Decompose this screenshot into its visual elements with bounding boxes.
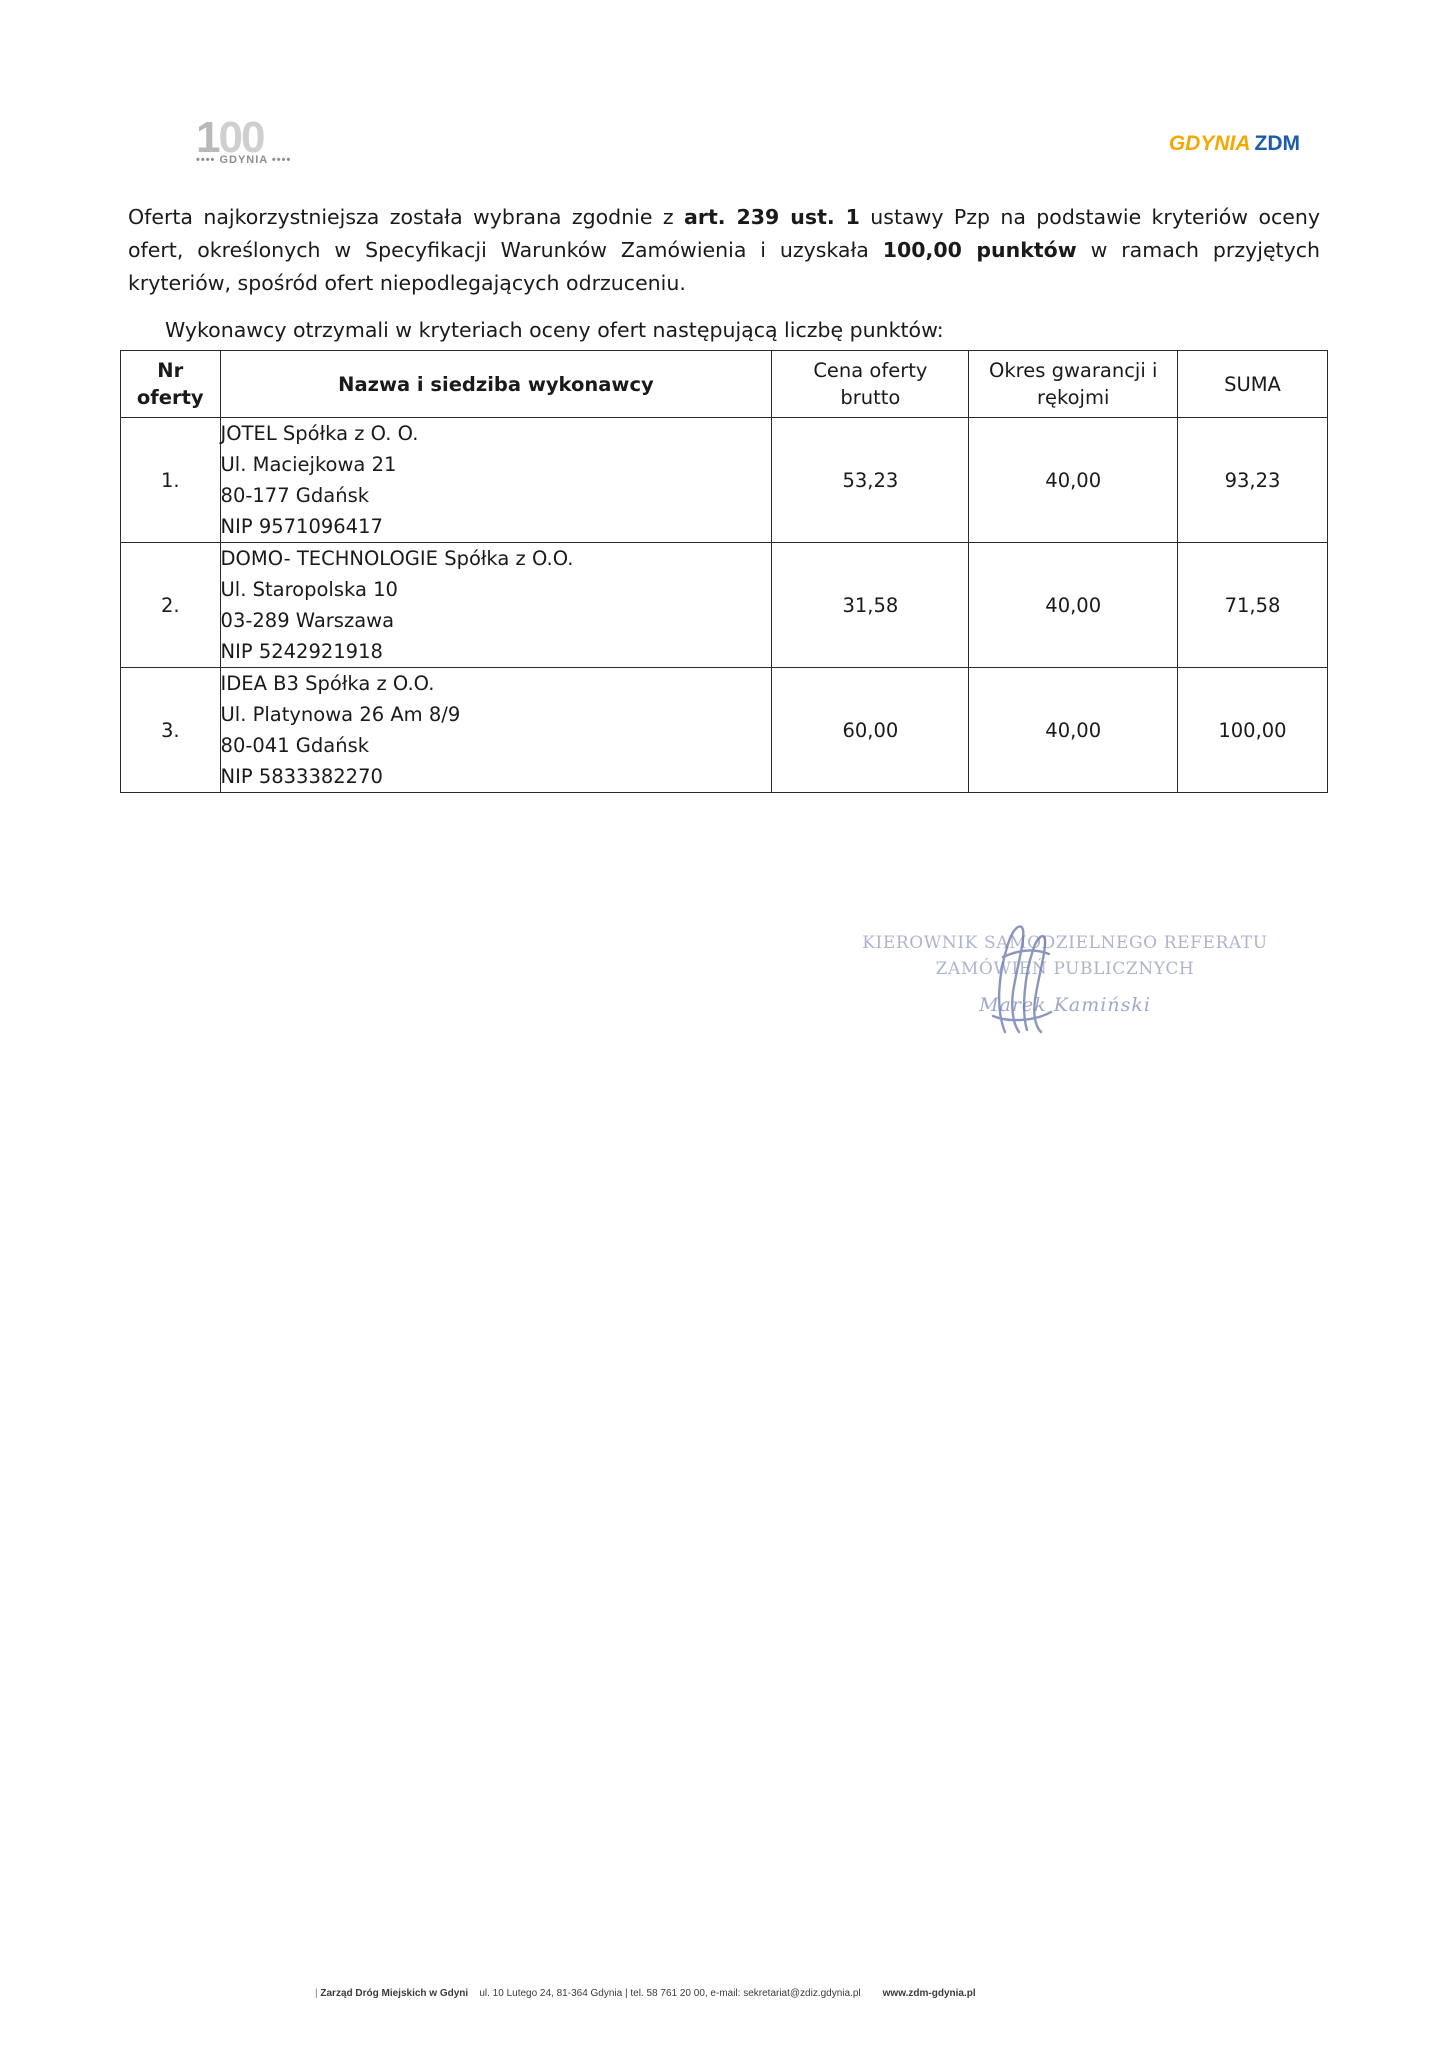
cell-offer-number: 1.: [121, 418, 221, 543]
intro-text-2: ustawy Pzp na podstawie kryteriów oceny ofert, określonych w Specyfikacji Warunków Zamówienia i uzyskała: [128, 204, 1320, 262]
contractor-line: NIP 5833382270: [220, 765, 383, 788]
signature-name: Marek Kamiński: [979, 994, 1151, 1016]
intro-text-3: w ramach przyjętych kryteriów, spośród ofert niepodlegających odrzuceniu.: [128, 237, 1320, 295]
table-body: [121, 418, 1328, 793]
table-row: [121, 418, 1328, 543]
table-row: [121, 668, 1328, 793]
page-footer: [315, 1988, 976, 1999]
contractor-line: JOTEL Spółka z O. O.: [220, 422, 419, 445]
col-header-offer-number-line1: Nr: [157, 359, 184, 382]
contractor-line: 03-289 Warszawa: [220, 609, 395, 632]
col-header-price-line1: Cena oferty: [813, 359, 928, 382]
footer-website: www.zdm-gdynia.pl: [882, 1988, 976, 1999]
contractor-line: NIP 9571096417: [220, 515, 383, 538]
col-header-contractor: Nazwa i siedziba wykonawcy: [220, 351, 772, 418]
offers-scores-table: [120, 350, 1328, 793]
footer-organization: Zarząd Dróg Miejskich w Gdyni: [320, 1988, 469, 1999]
cell-total-score: 71,58: [1177, 543, 1327, 668]
cell-total-score: 100,00: [1177, 668, 1327, 793]
intro-bold-points: 100,00 punktów: [882, 237, 1077, 262]
intro-text-1: Oferta najkorzystniejsza została wybrana zgodnie z: [128, 204, 684, 229]
cell-offer-number: 2.: [121, 543, 221, 668]
cell-price-score: 53,23: [772, 418, 969, 543]
cell-offer-number: 3.: [121, 668, 221, 793]
contractor-line: DOMO- TECHNOLOGIE Spółka z O.O.: [220, 547, 574, 570]
table-header: [121, 351, 1328, 418]
intro-paragraph: [128, 201, 1320, 300]
cell-price-score: 60,00: [772, 668, 969, 793]
cell-contractor: [220, 543, 772, 668]
cell-contractor: [220, 668, 772, 793]
cell-price-score: 31,58: [772, 543, 969, 668]
contractor-line: 80-041 Gdańsk: [220, 734, 370, 757]
table-row: [121, 543, 1328, 668]
col-header-warranty-line1: Okres gwarancji i: [989, 359, 1158, 382]
contractor-line: Ul. Staropolska 10: [220, 578, 398, 601]
footer-divider: |: [315, 1988, 321, 1999]
col-header-offer-number: [121, 351, 221, 418]
contractor-line: 80-177 Gdańsk: [220, 484, 370, 507]
gdynia-100-logo: [196, 113, 346, 178]
contractor-line: Ul. Maciejkowa 21: [220, 453, 397, 476]
logo-brand-text: GDYNIA: [1168, 132, 1251, 155]
cell-warranty-score: 40,00: [969, 668, 1178, 793]
cell-total-score: 93,23: [1177, 418, 1327, 543]
cell-contractor: [220, 418, 772, 543]
table-header-row: [121, 351, 1328, 418]
cell-warranty-score: 40,00: [969, 418, 1178, 543]
contractor-line: Ul. Platynowa 26 Am 8/9: [220, 703, 461, 726]
contractor-line: NIP 5242921918: [220, 640, 383, 663]
intro-bold-article: art. 239 ust. 1: [684, 204, 860, 229]
logo-100-number: 100: [196, 113, 264, 162]
gdynia-zdm-logo: [1169, 132, 1300, 156]
logo-gdynia-caption: •••• GDYNIA ••••: [196, 154, 292, 166]
logo-unit-text: ZDM: [1254, 132, 1300, 155]
signature-title-line1: KIEROWNIK SAMODZIELNEGO REFERATU: [862, 933, 1268, 953]
col-header-price: [772, 351, 969, 418]
col-header-price-line2: brutto: [840, 386, 901, 409]
col-header-offer-number-line2: oferty: [136, 386, 204, 409]
signature-block: [855, 930, 1275, 1018]
col-header-sum: SUMA: [1177, 351, 1327, 418]
col-header-warranty: [969, 351, 1178, 418]
col-header-warranty-line2: rękojmi: [1037, 386, 1110, 409]
footer-address: ul. 10 Lutego 24, 81-364 Gdynia | tel. 58 761 20 00, e-mail: sekretariat@zdiz.gdynia.pl: [479, 1988, 861, 1999]
cell-warranty-score: 40,00: [969, 543, 1178, 668]
signature-title-line2: ZAMÓWIEŃ PUBLICZNYCH: [935, 959, 1195, 979]
contractor-line: IDEA B3 Spółka z O.O.: [220, 672, 435, 695]
table-caption: Wykonawcy otrzymali w kryteriach oceny ofert następującą liczbę punktów:: [165, 318, 944, 342]
